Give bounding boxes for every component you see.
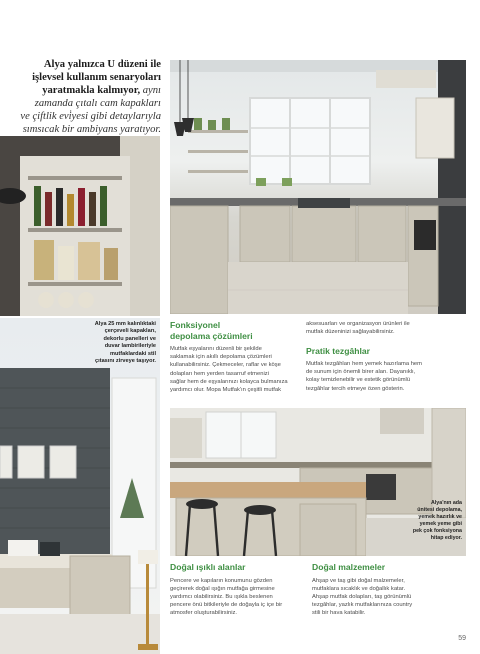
body-line: tezgâhlar, yazlık mutfaklarınıza country [312,602,413,609]
photo-caption-island [392,500,462,542]
intro-line: sımsıcak bir ambiyans yaratıyor. [22,124,161,135]
caption-line: pek çok fonksiyona [412,528,462,534]
caption-line: Alya 25 mm kalınlıktaki [94,321,156,327]
body-line: stili bir hava katabilir. [312,610,366,617]
body-line: mutfak düzeninizi sağlayabilirsiniz. [306,329,395,336]
body-line: de sunum için önemli birer alan. Dayanıklı, [306,369,416,376]
section-body [306,360,456,393]
photo-caption-left [70,321,156,365]
section-heading: Doğal malzemeler [312,562,386,572]
section-heading: depolama çözümleri [170,330,253,341]
body-line: mutfaklara sıcaklık ve doğallık katar. [312,585,406,592]
caption-line: hitap ediyor. [430,535,462,541]
caption-line: yemek yeme gibi [419,521,462,527]
main-kitchen-photo [170,60,466,314]
caption-line: dekorlu panelleri ve [103,335,156,342]
body-line: dolapları hem yerden tasarruf etmenizi [170,370,269,377]
body-line: Ahşap ve taş gibi doğal malzemeler, [312,577,405,584]
body-line: geçirerek doğal ışığın mutfağa girmesine [170,585,275,592]
section-right-column [306,320,456,393]
caption-line: mutfaklardaki stil [109,350,156,357]
body-line: yardımcı olabilirsiniz. Bu ışıkla beslenen [170,593,273,600]
pantry-drawer-photo [0,136,160,316]
caption-line: çıtasını zirveye taşıyor. [95,358,156,365]
caption-line: çerçeveli kapakları, [104,328,156,335]
intro-line: Alya yalnızca U düzeni ile [43,59,161,70]
caption-line: yemek hazırlık ve [418,514,462,520]
body-line: atmosfer oluşturabilirsiniz. [170,610,238,617]
page-number: 59 [458,635,466,642]
section-natural-light [170,562,302,618]
intro-line: yaratmakla kalmıyor, [42,85,141,96]
intro-line: zamanda çıtalı cam kapakları [34,98,161,109]
section-heading: Fonksiyonel [170,320,221,330]
caption-line: duvar lambirileriyle [104,343,156,350]
body-line: Pencere ve kapıların konumunu gözden [170,577,273,584]
body-line: sağlar hem de eşyalarınızı kolayca bulmanıza [170,378,288,385]
body-line: Mutfak tezgâhları hem yemek hazırlama hem [306,360,422,367]
body-line: Ahşap mutfak dolapları, taş görünümlü [312,593,412,600]
section-body [312,577,462,618]
intro-line: aynı [140,85,161,96]
section-heading: Pratik tezgâhlar [306,346,370,357]
body-line: kolay temizlenebilir ve estetik görünümlü [306,377,411,384]
body-line: pencere önü bitkileriyle de doğayla iç içe bir [170,602,283,609]
living-area-photo [0,318,160,654]
section-body [170,345,298,394]
intro-line: ve çiftlik evi̇yesi gibi detaylarıyla [20,111,161,122]
section-storage [170,320,298,394]
body-line: aksesuarları ve organizasyon ürünleri ile [306,321,410,327]
caption-line: Alya'nın ada [431,500,462,506]
body-line: saklamak için akıllı depolama çözümleri [170,354,272,361]
section-natural-materials [312,562,462,618]
body-line: Mutfak eşyalarını düzenli bir şekilde [170,346,262,352]
body-line: kullanabilirsiniz. Çekmeceler, raflar ve köşe [170,362,281,369]
intro-line: işlevsel kullanım senaryoları [32,72,161,83]
section-body [170,577,302,618]
section-heading: Doğal ışıklı alanlar [170,562,246,572]
caption-line: ünitesi depolama, [417,507,462,513]
intro-text [8,58,161,136]
body-line: yardımcı olur. Mopa Mutfak'ın çeşitli mutfak [170,387,281,394]
section-body [306,320,456,336]
body-line: tezgâhlar tercih etmeye özen gösterin. [306,385,405,392]
